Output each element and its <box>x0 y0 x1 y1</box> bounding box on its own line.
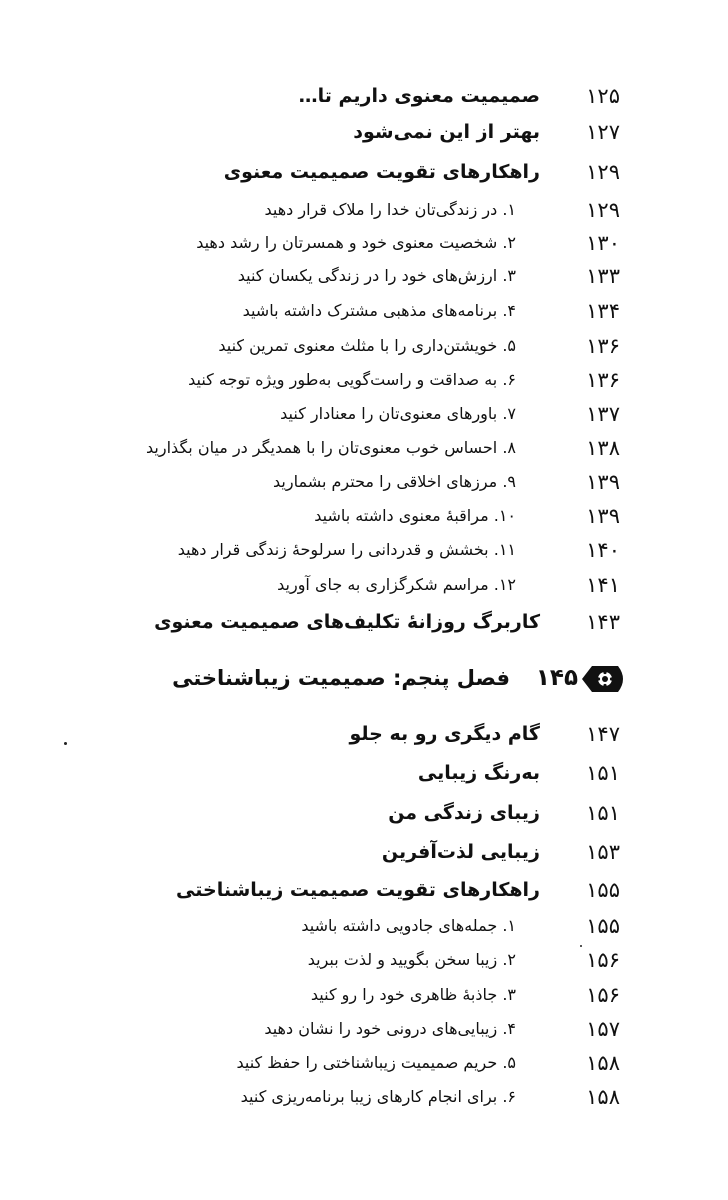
toc-entry <box>0 1011 728 1047</box>
entry-title: ۳. ارزش‌های خود را در زندگی یکسان کنید <box>237 266 516 285</box>
page-number: ۱۵۳ <box>586 840 620 864</box>
page-number: ۱۴۷ <box>586 722 620 746</box>
entry-title: راهکارهای تقویت صمیمیت معنوی <box>223 161 540 183</box>
entry-title: کاربرگ روزانهٔ تکلیف‌های صمیمیت معنوی <box>154 611 540 633</box>
entry-title: ۲. شخصیت معنوی خود و همسرتان را رشد دهید <box>196 233 516 252</box>
toc-entry <box>0 942 728 978</box>
page-number: ۱۴۱ <box>586 573 620 597</box>
entry-title: ۱. در زندگی‌تان خدا را ملاک قرار دهید <box>264 200 516 219</box>
page-number: ۱۵۸ <box>586 1085 620 1109</box>
page-number: ۱۳۷ <box>586 402 620 426</box>
toc-entry <box>0 977 728 1013</box>
toc-entry <box>0 532 728 568</box>
entry-title: ۲. زیبا سخن بگویید و لذت ببرید <box>307 950 516 969</box>
toc-entry <box>0 396 728 432</box>
page-number: ۱۵۵ <box>586 914 620 938</box>
toc-entry <box>0 1079 728 1115</box>
entry-title: ۱۱. بخشش و قدردانی را سرلوحهٔ زندگی قرار دهید <box>177 540 516 559</box>
entry-title: بهتر از این نمی‌شود <box>353 121 540 143</box>
entry-title: راهکارهای تقویت صمیمیت زیباشناختی <box>176 879 540 901</box>
chapter-title: فصل پنجم: صمیمیت زیباشناختی <box>172 666 510 690</box>
entry-title: ۱. جمله‌های جادویی داشته باشید <box>301 916 516 935</box>
page-number: ۱۳۳ <box>586 264 620 288</box>
page-number: ۱۳۸ <box>586 436 620 460</box>
toc-entry <box>0 755 728 791</box>
toc-entry <box>0 78 728 114</box>
page-number: ۱۲۹ <box>586 160 620 184</box>
entry-title: صمیمیت معنوی داریم تا… <box>298 85 540 107</box>
entry-title: ۴. برنامه‌های مذهبی مشترک داشته باشید <box>242 301 516 320</box>
page-number: ۱۵۵ <box>586 878 620 902</box>
page-number: ۱۵۱ <box>586 801 620 825</box>
toc-entry <box>0 464 728 500</box>
toc-entry <box>0 225 728 261</box>
entry-title: ۱۲. مراسم شکرگزاری به جای آورید <box>277 575 516 594</box>
page-number: ۱۵۷ <box>586 1017 620 1041</box>
page-number: ۱۵۶ <box>586 948 620 972</box>
page-number: ۱۳۹ <box>586 504 620 528</box>
toc-entry <box>0 154 728 190</box>
entry-title: ۸. احساس خوب معنوی‌تان را با همدیگر در میان بگذارید <box>146 438 516 457</box>
toc-entry <box>0 430 728 466</box>
entry-title: ۹. مرزهای اخلاقی را محترم بشمارید <box>273 472 516 491</box>
page-number: ۱۴۳ <box>586 610 620 634</box>
toc-entry <box>0 258 728 294</box>
toc-entry <box>0 567 728 603</box>
entry-title: ۶. به صداقت و راست‌گویی به‌طور ویژه توجه کنید <box>188 370 516 389</box>
toc-entry <box>0 604 728 640</box>
page-number: ۱۲۵ <box>586 84 620 108</box>
entry-title: ۱۰. مراقبهٔ معنوی داشته باشید <box>314 506 516 525</box>
entry-title: ۶. برای انجام کارهای زیبا برنامه‌ریزی کنید <box>240 1087 516 1106</box>
toc-entry <box>0 362 728 398</box>
toc-entry <box>0 192 728 228</box>
entry-title: زیبای زندگی من <box>388 802 540 824</box>
toc-entry <box>0 716 728 752</box>
entry-title: گام دیگری رو به جلو <box>349 723 540 745</box>
toc-entry <box>0 498 728 534</box>
page-number: ۱۳۶ <box>586 368 620 392</box>
entry-title: ۳. جاذبهٔ ظاهری خود را رو کنید <box>310 985 516 1004</box>
entry-title: ۷. باورهای معنوی‌تان را معنادار کنید <box>280 404 516 423</box>
chapter-heading <box>0 658 728 698</box>
toc-entry <box>0 872 728 908</box>
toc-entry <box>0 795 728 831</box>
page-number: ۱۳۶ <box>586 334 620 358</box>
entry-title: ۵. حریم صمیمیت زیباشناختی را حفظ کنید <box>236 1053 516 1072</box>
page-number: ۱۴۰ <box>586 538 620 562</box>
toc-entry <box>0 114 728 150</box>
print-speck <box>64 742 67 745</box>
toc-entry <box>0 908 728 944</box>
page-number: ۱۵۶ <box>586 983 620 1007</box>
page-number: ۱۲۷ <box>586 120 620 144</box>
entry-title: زیبایی لذت‌آفرین <box>381 841 540 863</box>
entry-title: ۴. زیبایی‌های درونی خود را نشان دهید <box>264 1019 516 1038</box>
page-number: ۱۵۱ <box>586 761 620 785</box>
page-number: ۱۵۸ <box>586 1051 620 1075</box>
toc-entry <box>0 1045 728 1081</box>
toc-entry <box>0 328 728 364</box>
print-speck <box>580 945 582 947</box>
entry-title: به‌رنگ زیبایی <box>417 762 540 784</box>
page-number: ۱۳۰ <box>586 231 620 255</box>
page-number: ۱۲۹ <box>586 198 620 222</box>
toc-entry <box>0 293 728 329</box>
page-number: ۱۳۹ <box>586 470 620 494</box>
chapter-page-number: ۱۴۵ <box>535 665 578 691</box>
entry-title: ۵. خویشتن‌داری را با مثلث معنوی تمرین کنید <box>218 336 516 355</box>
toc-entry <box>0 834 728 870</box>
page-number: ۱۳۴ <box>586 299 620 323</box>
